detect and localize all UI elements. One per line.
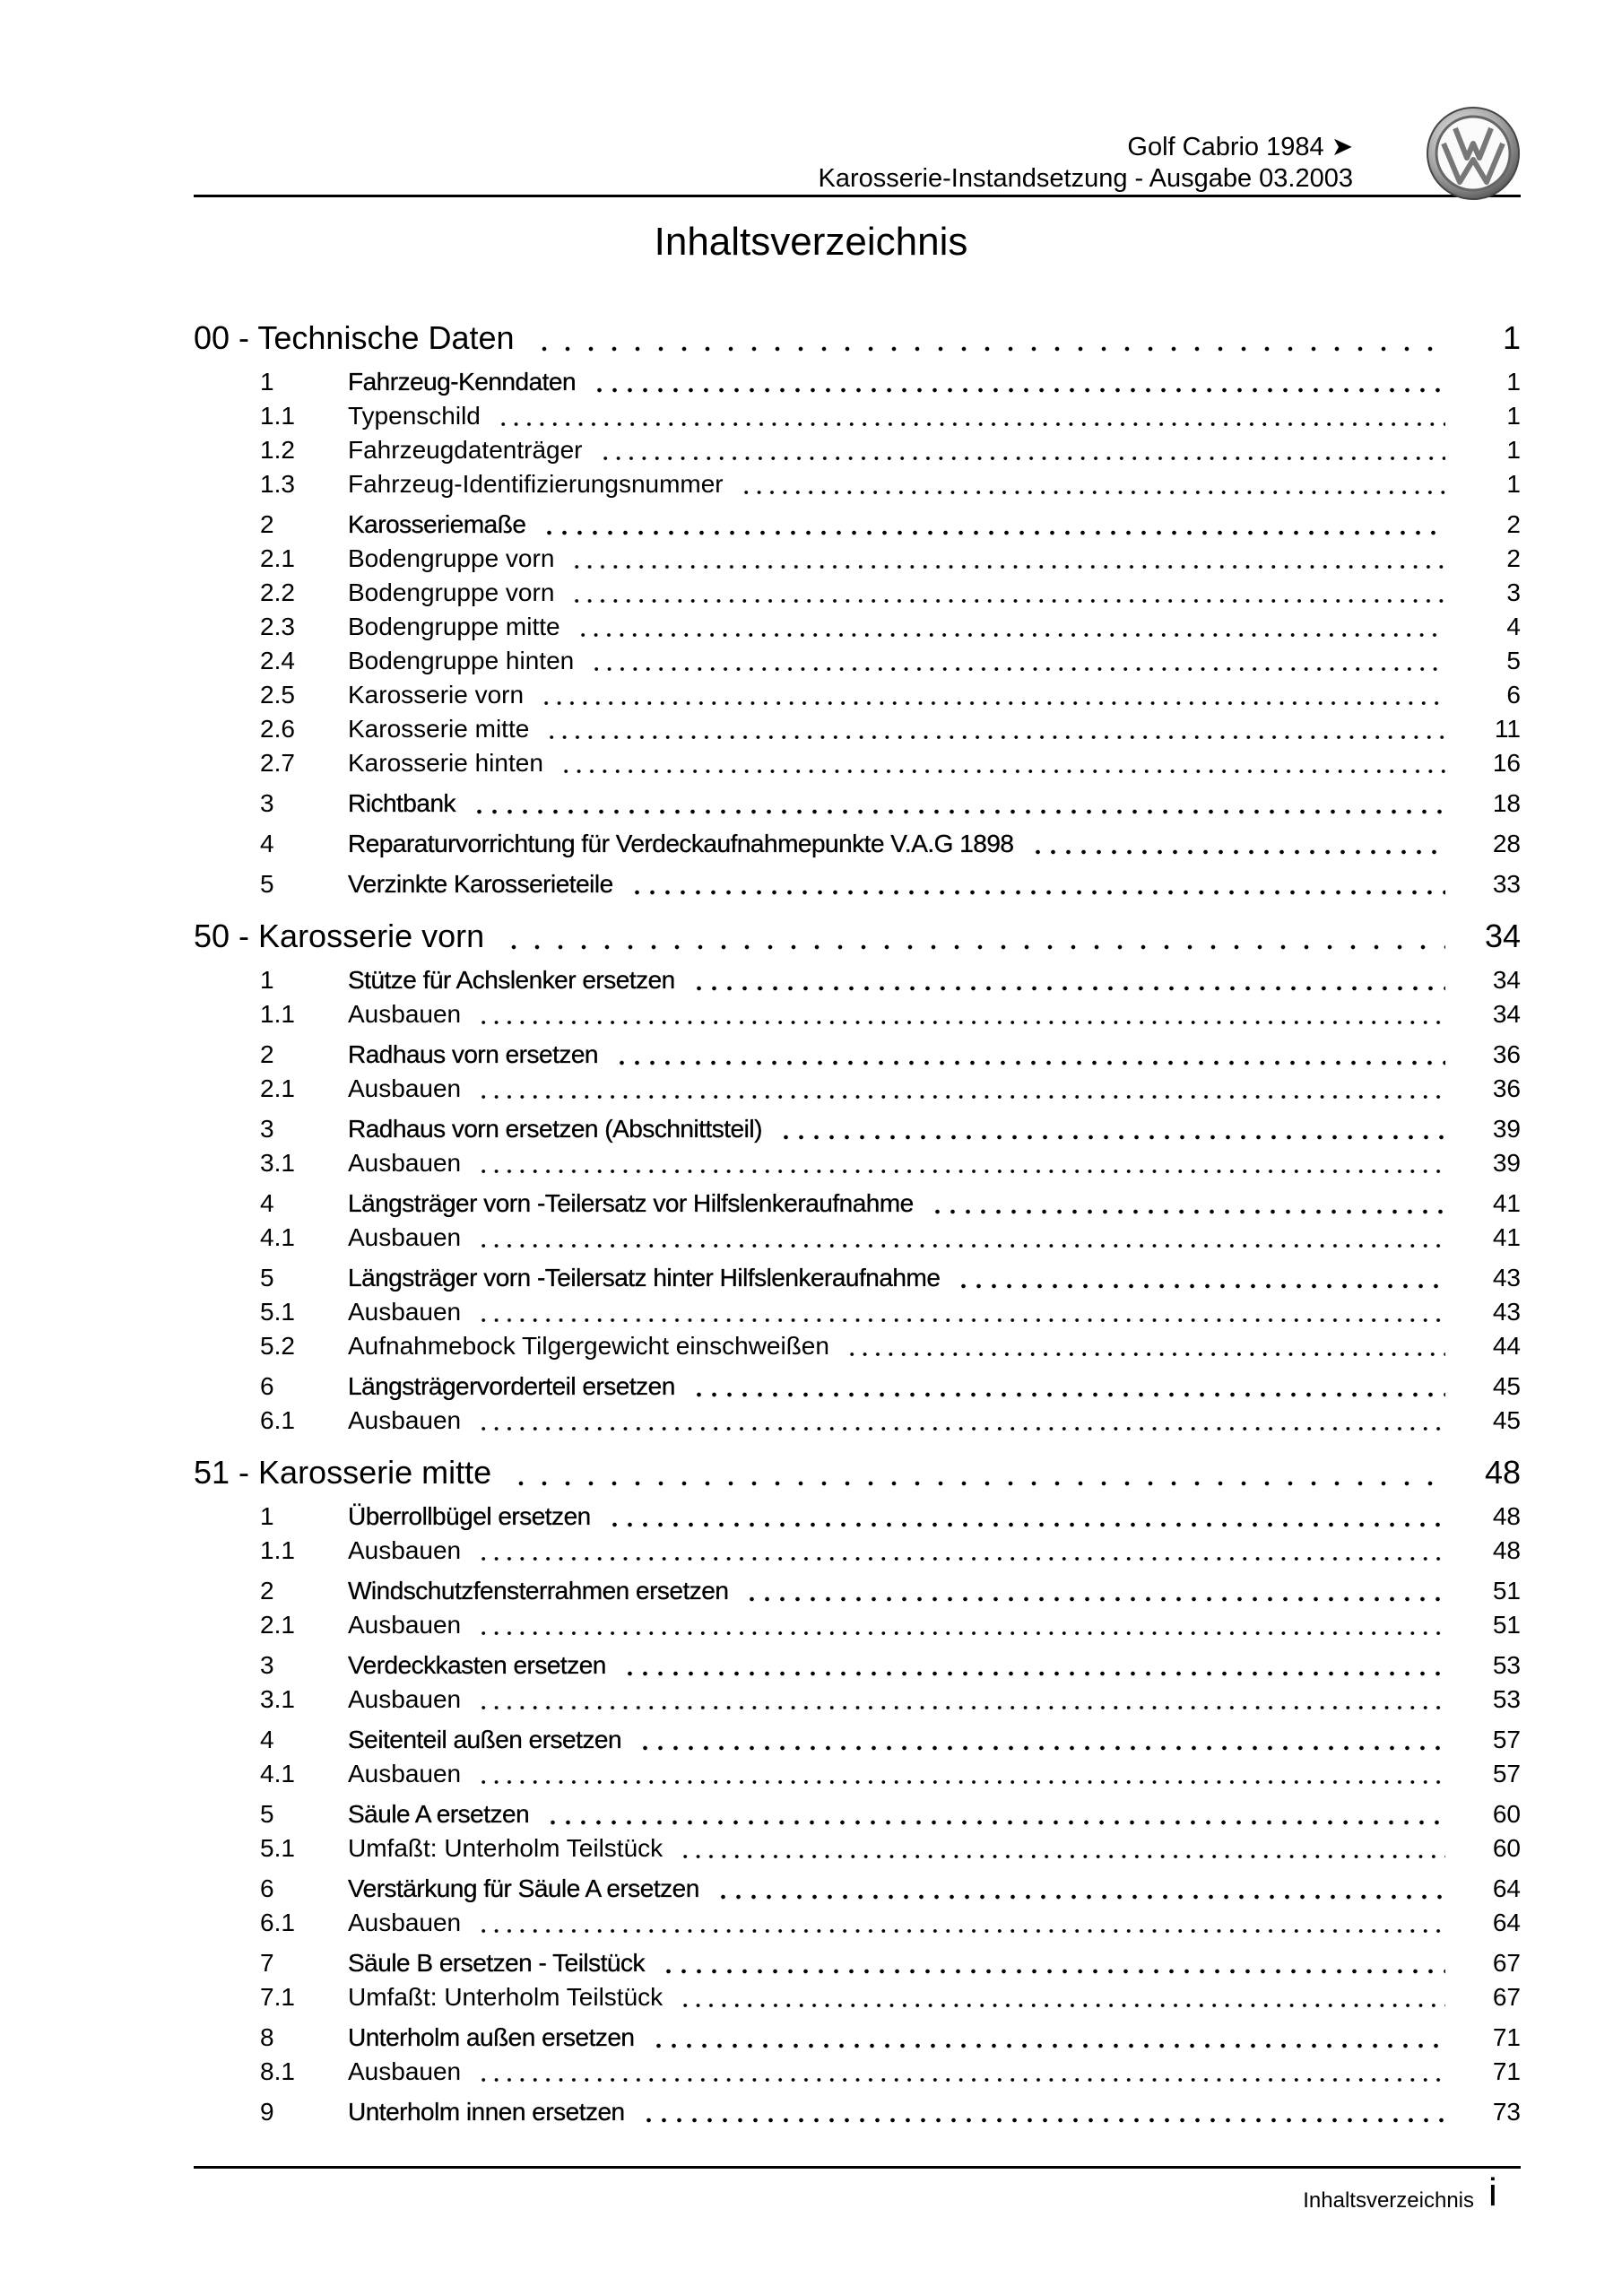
header-rule <box>194 195 1521 197</box>
toc-entry[interactable] <box>194 1500 1521 1534</box>
entry-title: Längsträger vorn -Teilersatz hinter Hilfslenkeraufnahme <box>348 1264 941 1292</box>
entry-number: 3 <box>260 1115 274 1143</box>
entry-page: 39 <box>1492 1115 1521 1143</box>
entry-number: 6.1 <box>260 1909 295 1936</box>
entry-page: 67 <box>1492 1949 1521 1977</box>
toc-entry[interactable] <box>194 1221 1521 1255</box>
entry-page: 2 <box>1506 544 1521 572</box>
entry-number: 8.1 <box>260 2057 295 2085</box>
dot-leader <box>545 712 1445 746</box>
dot-leader <box>533 317 1445 359</box>
entry-page: 53 <box>1492 1651 1521 1679</box>
toc-entry[interactable] <box>194 712 1521 746</box>
chapter-title: 00 - Technische Daten <box>194 319 515 356</box>
entry-number: 7.1 <box>260 1983 295 2011</box>
dot-leader <box>740 467 1445 501</box>
toc-entry[interactable] <box>194 1723 1521 1757</box>
chapter-page: 34 <box>1484 918 1521 954</box>
entry-number: 5.1 <box>260 1834 295 1862</box>
toc-entry[interactable] <box>194 827 1521 861</box>
toc-entry[interactable] <box>194 576 1521 610</box>
header-subtitle: Karosserie-Instandsetzung - Ausgabe 03.2003 <box>818 164 1353 193</box>
entry-page: 51 <box>1492 1611 1521 1639</box>
dot-leader <box>545 1797 1445 1831</box>
dot-leader <box>570 576 1445 610</box>
dot-leader <box>477 1146 1445 1180</box>
dot-leader <box>679 1831 1445 1866</box>
table-of-contents <box>194 300 1521 2129</box>
entry-number: 1.3 <box>260 470 295 498</box>
entry-number: 2.1 <box>260 1074 295 1102</box>
entry-title: Verdeckkasten ersetzen <box>348 1651 606 1679</box>
dot-leader <box>477 1295 1445 1329</box>
entry-page: 43 <box>1492 1264 1521 1292</box>
toc-entry[interactable] <box>194 399 1521 433</box>
toc-entry[interactable] <box>194 1946 1521 1980</box>
dot-leader <box>679 1980 1445 2014</box>
toc-entry[interactable] <box>194 1038 1521 1072</box>
entry-title: Radhaus vorn ersetzen (Abschnittsteil) <box>348 1115 762 1143</box>
toc-entry[interactable] <box>194 2021 1521 2055</box>
chapter-title: 50 - Karosserie vorn <box>194 918 485 954</box>
entry-number: 2.1 <box>260 544 295 572</box>
entry-number: 5.1 <box>260 1298 295 1326</box>
toc-entry[interactable] <box>194 1608 1521 1642</box>
entry-number: 2.7 <box>260 749 295 777</box>
entry-page: 33 <box>1492 870 1521 898</box>
toc-entry[interactable] <box>194 1370 1521 1404</box>
vw-logo-icon <box>1426 106 1521 201</box>
toc-entry[interactable] <box>194 508 1521 542</box>
entry-title: Karosserie mitte <box>348 715 530 743</box>
entry-page: 41 <box>1492 1189 1521 1217</box>
entry-number: 6 <box>260 1874 274 1902</box>
entry-title: Typenschild <box>348 402 481 430</box>
toc-entry[interactable] <box>194 1831 1521 1866</box>
entry-title: Ausbauen <box>348 1074 462 1102</box>
dot-leader <box>599 433 1445 467</box>
dot-leader <box>497 399 1445 433</box>
dot-leader <box>691 1370 1445 1404</box>
toc-entry[interactable] <box>194 746 1521 780</box>
page-header <box>0 0 1622 197</box>
toc-entry[interactable] <box>194 1112 1521 1146</box>
dot-leader <box>1030 827 1446 861</box>
entry-page: 4 <box>1506 613 1521 640</box>
dot-leader <box>477 1404 1445 1438</box>
entry-title: Stütze für Achslenker ersetzen <box>348 966 675 994</box>
entry-number: 3 <box>260 1651 274 1679</box>
footer-label: Inhaltsverzeichnis <box>1303 2188 1474 2213</box>
entry-page: 18 <box>1492 789 1521 817</box>
dot-leader <box>607 1500 1445 1534</box>
entry-number: 4 <box>260 1189 274 1217</box>
toc-entry[interactable] <box>194 467 1521 501</box>
entry-title: Ausbauen <box>348 1760 462 1787</box>
dot-leader <box>502 916 1445 957</box>
toc-entry[interactable] <box>194 433 1521 467</box>
entry-page: 53 <box>1492 1685 1521 1713</box>
entry-page: 71 <box>1492 2023 1521 2051</box>
entry-title: Ausbauen <box>348 1909 462 1936</box>
entry-title: Verzinkte Karosserieteile <box>348 870 613 898</box>
dot-leader <box>744 1574 1445 1608</box>
entry-page: 2 <box>1506 510 1521 538</box>
entry-title: Ausbauen <box>348 1223 462 1251</box>
chapter-page: 48 <box>1484 1454 1521 1491</box>
entry-title: Bodengruppe hinten <box>348 647 575 674</box>
entry-number: 1.1 <box>260 1536 295 1564</box>
entry-number: 4 <box>260 1726 274 1753</box>
entry-number: 6 <box>260 1372 274 1400</box>
toc-entry[interactable] <box>194 2095 1521 2129</box>
entry-page: 57 <box>1492 1760 1521 1787</box>
entry-title: Karosseriemaße <box>348 510 526 538</box>
entry-page: 73 <box>1492 2098 1521 2126</box>
entry-number: 2.5 <box>260 681 295 709</box>
toc-entry[interactable] <box>194 997 1521 1031</box>
entry-title: Unterholm außen ersetzen <box>348 2023 635 2051</box>
entry-page: 41 <box>1492 1223 1521 1251</box>
dot-leader <box>956 1261 1445 1295</box>
entry-number: 2 <box>260 510 274 538</box>
entry-title: Bodengruppe vorn <box>348 578 555 606</box>
entry-title: Bodengruppe mitte <box>348 613 560 640</box>
entry-title: Bodengruppe vorn <box>348 544 555 572</box>
entry-title: Ausbauen <box>348 1298 462 1326</box>
entry-page: 36 <box>1492 1040 1521 1068</box>
entry-page: 1 <box>1506 470 1521 498</box>
entry-title: Ausbauen <box>348 1149 462 1177</box>
dot-leader <box>477 1072 1445 1106</box>
chapter-title: 51 - Karosserie mitte <box>194 1454 492 1491</box>
entry-page: 48 <box>1492 1502 1521 1530</box>
dot-leader <box>629 867 1445 901</box>
entry-title: Ausbauen <box>348 1406 462 1434</box>
entry-page: 64 <box>1492 1909 1521 1936</box>
entry-page: 39 <box>1492 1149 1521 1177</box>
toc-entry[interactable] <box>194 1872 1521 1906</box>
dot-leader <box>778 1112 1445 1146</box>
toc-entry[interactable] <box>194 963 1521 997</box>
entry-title: Radhaus vorn ersetzen <box>348 1040 599 1068</box>
entry-number: 9 <box>260 2098 274 2126</box>
entry-page: 45 <box>1492 1372 1521 1400</box>
toc-entry[interactable] <box>194 678 1521 712</box>
dot-leader <box>477 1534 1445 1568</box>
dot-leader <box>542 508 1445 542</box>
dot-leader <box>477 1906 1445 1940</box>
entry-number: 2.6 <box>260 715 295 743</box>
toc-chapter[interactable] <box>194 1452 1521 1493</box>
entry-number: 3.1 <box>260 1149 295 1177</box>
toc-entry[interactable] <box>194 1146 1521 1180</box>
dot-leader <box>477 2055 1445 2089</box>
entry-number: 5 <box>260 870 274 898</box>
entry-number: 7 <box>260 1949 274 1977</box>
toc-entry[interactable] <box>194 1295 1521 1329</box>
entry-page: 60 <box>1492 1800 1521 1828</box>
dot-leader <box>509 1452 1445 1493</box>
dot-leader <box>622 1648 1445 1683</box>
entry-title: Unterholm innen ersetzen <box>348 2098 625 2126</box>
toc-entry[interactable] <box>194 1072 1521 1106</box>
entry-title: Ausbauen <box>348 1685 462 1713</box>
entry-title: Karosserie hinten <box>348 749 543 777</box>
entry-page: 6 <box>1506 681 1521 709</box>
entry-title: Fahrzeug-Kenndaten <box>348 368 577 396</box>
entry-page: 67 <box>1492 1983 1521 2011</box>
entry-page: 51 <box>1492 1577 1521 1605</box>
entry-page: 60 <box>1492 1834 1521 1862</box>
entry-title: Überrollbügel ersetzen <box>348 1502 591 1530</box>
entry-page: 64 <box>1492 1874 1521 1902</box>
entry-number: 2.2 <box>260 578 295 606</box>
dot-leader <box>691 963 1445 997</box>
dot-leader <box>930 1187 1445 1221</box>
dot-leader <box>559 746 1445 780</box>
entry-title: Säule B ersetzen - Teilstück <box>348 1949 645 1977</box>
toc-entry[interactable] <box>194 1404 1521 1438</box>
dot-leader <box>577 610 1445 644</box>
entry-page: 71 <box>1492 2057 1521 2085</box>
dot-leader <box>477 1683 1445 1717</box>
entry-title: Verstärkung für Säule A ersetzen <box>348 1874 699 1902</box>
entry-number: 2.3 <box>260 613 295 640</box>
entry-page: 48 <box>1492 1536 1521 1564</box>
toc-entry[interactable] <box>194 1757 1521 1791</box>
entry-title: Richtbank <box>348 789 456 817</box>
entry-page: 1 <box>1506 368 1521 396</box>
entry-number: 4.1 <box>260 1223 295 1251</box>
toc-entry[interactable] <box>194 1980 1521 2014</box>
toc-entry[interactable] <box>194 365 1521 399</box>
entry-number: 3 <box>260 789 274 817</box>
entry-page: 1 <box>1506 436 1521 464</box>
dot-leader <box>590 644 1445 678</box>
entry-title: Aufnahmebock Tilgergewicht einschweißen <box>348 1332 829 1360</box>
entry-title: Ausbauen <box>348 2057 462 2085</box>
entry-number: 1.1 <box>260 402 295 430</box>
entry-number: 2 <box>260 1577 274 1605</box>
toc-entry[interactable] <box>194 2055 1521 2089</box>
entry-page: 1 <box>1506 402 1521 430</box>
dot-leader <box>477 1608 1445 1642</box>
entry-page: 57 <box>1492 1726 1521 1753</box>
dot-leader <box>661 1946 1445 1980</box>
toc-entry[interactable] <box>194 867 1521 901</box>
entry-number: 2.1 <box>260 1611 295 1639</box>
entry-title: Reparaturvorrichtung für Verdeckaufnahmepunkte V.A.G 1898 <box>348 830 1014 857</box>
entry-number: 2.4 <box>260 647 295 674</box>
entry-number: 3.1 <box>260 1685 295 1713</box>
toc-entry[interactable] <box>194 1534 1521 1568</box>
entry-title: Längsträgervorderteil ersetzen <box>348 1372 675 1400</box>
dot-leader <box>477 1221 1445 1255</box>
entry-number: 1 <box>260 966 274 994</box>
entry-number: 1.2 <box>260 436 295 464</box>
entry-page: 11 <box>1494 715 1521 743</box>
entry-number: 1.1 <box>260 1000 295 1028</box>
entry-title: Ausbauen <box>348 1536 462 1564</box>
entry-title: Fahrzeugdatenträger <box>348 436 583 464</box>
entry-number: 5.2 <box>260 1332 295 1360</box>
footer-rule <box>194 2166 1521 2169</box>
entry-page: 34 <box>1492 966 1521 994</box>
toc-entry[interactable] <box>194 1906 1521 1940</box>
entry-page: 3 <box>1506 578 1521 606</box>
toc-entry[interactable] <box>194 542 1521 576</box>
entry-title: Umfaßt: Unterholm Teilstück <box>348 1983 664 2011</box>
toc-entry[interactable] <box>194 1648 1521 1683</box>
entry-page: 28 <box>1492 830 1521 857</box>
dot-leader <box>614 1038 1445 1072</box>
entry-page: 45 <box>1492 1406 1521 1434</box>
entry-number: 5 <box>260 1800 274 1828</box>
dot-leader <box>716 1872 1445 1906</box>
entry-title: Fahrzeug-Identifizierungsnummer <box>348 470 724 498</box>
toc-entry[interactable] <box>194 787 1521 821</box>
dot-leader <box>638 1723 1445 1757</box>
entry-page: 5 <box>1506 647 1521 674</box>
entry-number: 6.1 <box>260 1406 295 1434</box>
toc-entry[interactable] <box>194 1683 1521 1717</box>
entry-title: Ausbauen <box>348 1000 462 1028</box>
entry-title: Windschutzfensterrahmen ersetzen <box>348 1577 729 1605</box>
entry-page: 16 <box>1492 749 1521 777</box>
entry-number: 4 <box>260 830 274 857</box>
entry-title: Seitenteil außen ersetzen <box>348 1726 622 1753</box>
dot-leader <box>846 1329 1445 1363</box>
dot-leader <box>592 365 1445 399</box>
toc-chapter[interactable] <box>194 916 1521 957</box>
entry-page: 43 <box>1492 1298 1521 1326</box>
entry-number: 1 <box>260 368 274 396</box>
dot-leader <box>477 997 1445 1031</box>
dot-leader <box>651 2021 1445 2055</box>
toc-entry[interactable] <box>194 1574 1521 1608</box>
entry-number: 1 <box>260 1502 274 1530</box>
dot-leader <box>641 2095 1445 2129</box>
toc-entry[interactable] <box>194 1187 1521 1221</box>
entry-title: Längsträger vorn -Teilersatz vor Hilfslenkeraufnahme <box>348 1189 914 1217</box>
toc-entry[interactable] <box>194 1261 1521 1295</box>
footer-page-number: i <box>1488 2170 1497 2214</box>
entry-number: 4.1 <box>260 1760 295 1787</box>
dot-leader <box>540 678 1445 712</box>
dot-leader <box>472 787 1445 821</box>
header-title: Golf Cabrio 1984 ➤ <box>1127 133 1353 161</box>
toc-entry[interactable] <box>194 610 1521 644</box>
toc-entry[interactable] <box>194 1797 1521 1831</box>
entry-page: 44 <box>1492 1332 1521 1360</box>
entry-title: Karosserie vorn <box>348 681 525 709</box>
entry-title: Säule A ersetzen <box>348 1800 530 1828</box>
entry-number: 2 <box>260 1040 274 1068</box>
toc-entry[interactable] <box>194 644 1521 678</box>
dot-leader <box>477 1757 1445 1791</box>
entry-title: Umfaßt: Unterholm Teilstück <box>348 1834 664 1862</box>
page-title: Inhaltsverzeichnis <box>654 220 968 264</box>
entry-title: Ausbauen <box>348 1611 462 1639</box>
entry-number: 5 <box>260 1264 274 1292</box>
entry-page: 36 <box>1492 1074 1521 1102</box>
chapter-page: 1 <box>1502 319 1521 356</box>
toc-entry[interactable] <box>194 1329 1521 1363</box>
entry-number: 8 <box>260 2023 274 2051</box>
entry-page: 34 <box>1492 1000 1521 1028</box>
toc-chapter[interactable] <box>194 317 1521 359</box>
dot-leader <box>570 542 1445 576</box>
